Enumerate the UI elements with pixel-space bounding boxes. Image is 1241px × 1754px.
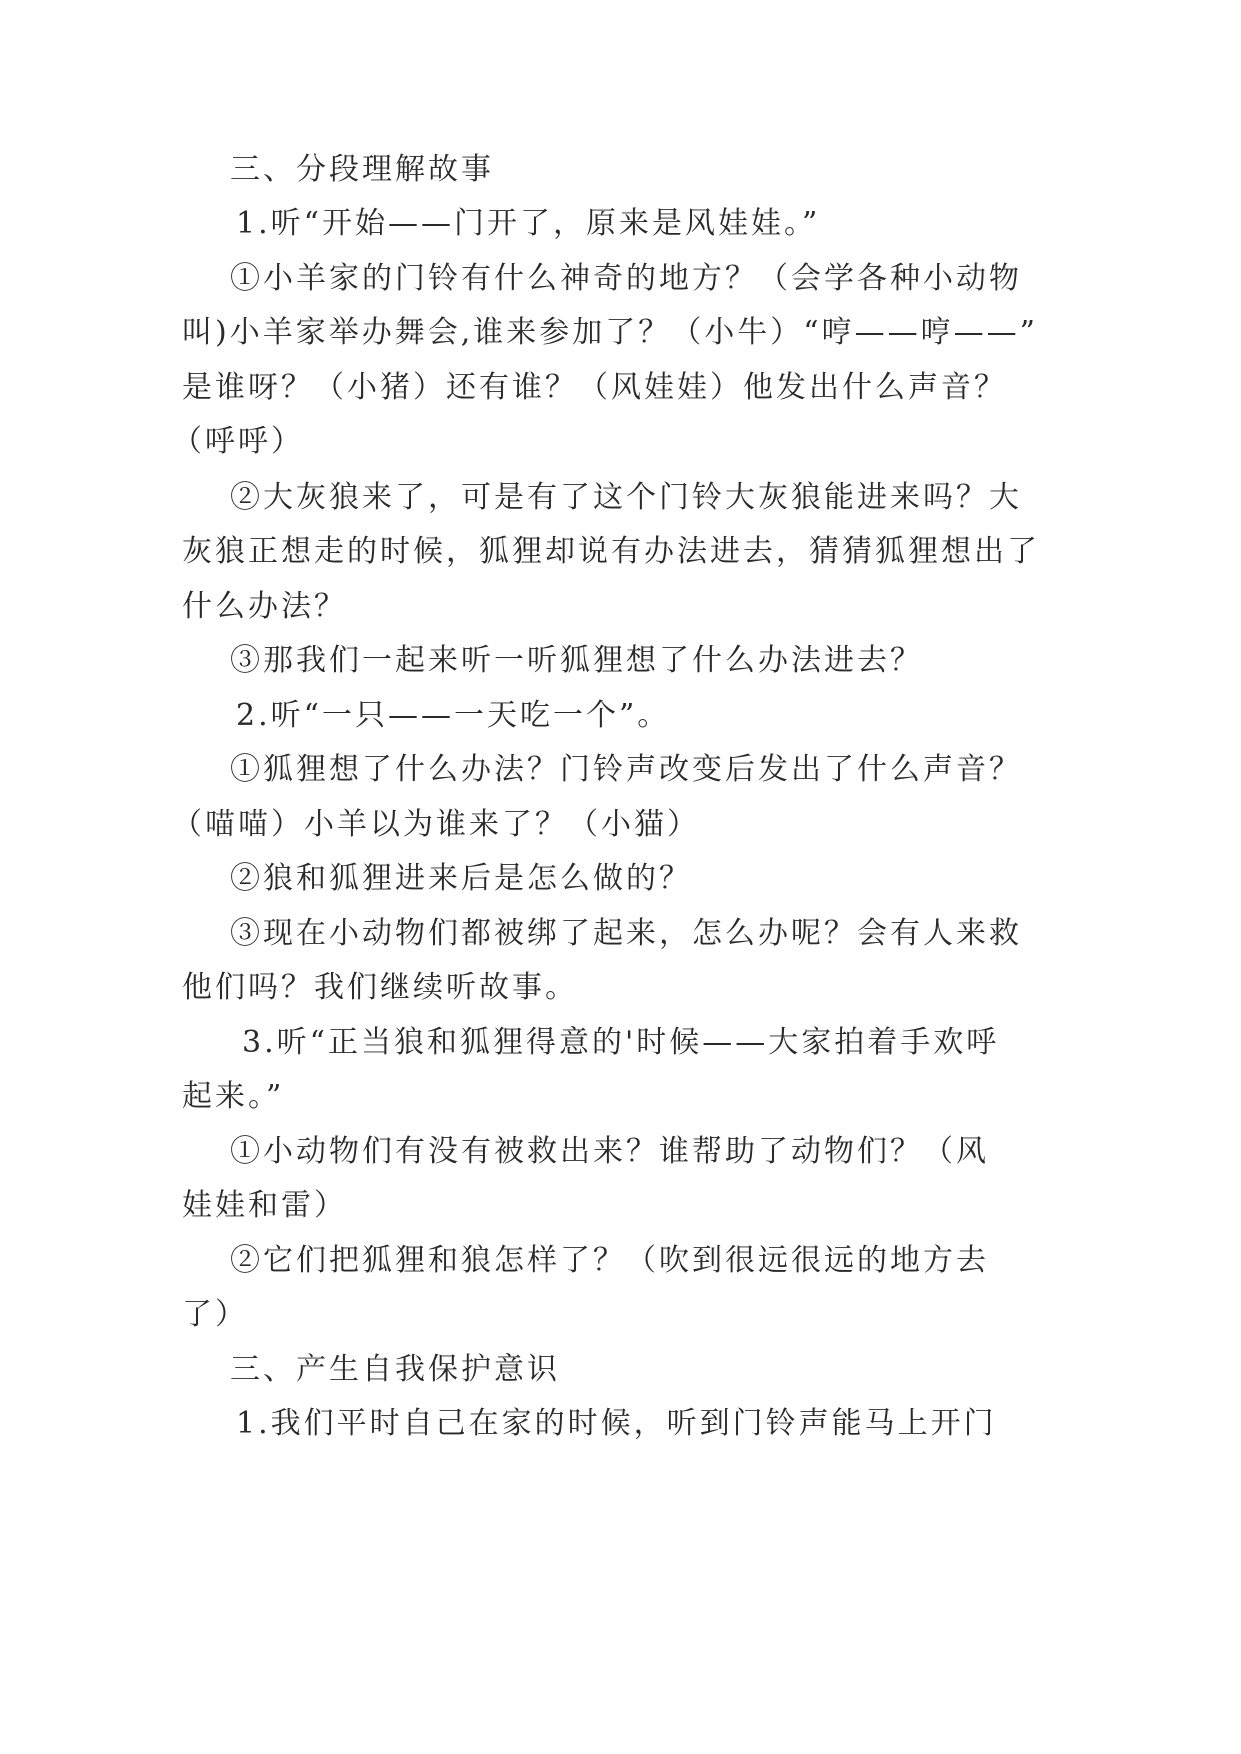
paragraph-line: ②它们把狐狸和狼怎样了？（吹到很远很远的地方去 (230, 1243, 989, 1278)
paragraph-line: ①小羊家的门铃有什么神奇的地方？（会学各种小动物 (230, 261, 1022, 296)
paragraph-line: 叫)小羊家举办舞会,谁来参加了？（小牛）“哼——哼——” (182, 315, 1038, 350)
paragraph-line: 了） (182, 1297, 248, 1332)
step-3-heading: 3.听“正当狼和狐狸得意的'时候——大家拍着手欢呼 (242, 1025, 1000, 1060)
paragraph-line: 灰狼正想走的时候，狐狸却说有办法进去，猜猜狐狸想出了 (182, 534, 1040, 569)
paragraph-line: 是谁呀？（小猪）还有谁？（风娃娃）他发出什么声音？ (182, 370, 1007, 405)
paragraph-line: ②大灰狼来了，可是有了这个门铃大灰狼能进来吗？大 (230, 480, 1022, 515)
step-1-heading: 1.我们平时自己在家的时候，听到门铃声能马上开门 (236, 1406, 997, 1441)
paragraph-line: 娃娃和雷） (182, 1188, 347, 1223)
paragraph-line: 他们吗？我们继续听故事。 (182, 970, 578, 1005)
paragraph-line: 什么办法？ (182, 589, 347, 624)
paragraph-line: （喵喵）小羊以为谁来了？（小猫） (172, 807, 700, 842)
paragraph-line: 起来。” (182, 1079, 285, 1114)
paragraph-line: ①狐狸想了什么办法？门铃声改变后发出了什么声音？ (230, 752, 1022, 787)
section-heading-understand-story: 三、分段理解故事 (230, 152, 494, 187)
section-heading-self-protection: 三、产生自我保护意识 (230, 1352, 560, 1387)
paragraph-line: ②狼和狐狸进来后是怎么做的？ (230, 861, 692, 896)
step-1-heading: 1.听“开始——门开了，原来是风娃娃。” (236, 206, 821, 241)
paragraph-line: ①小动物们有没有被救出来？谁帮助了动物们？（风 (230, 1134, 989, 1169)
step-2-heading: 2.听“一只——一天吃一个”。 (236, 698, 671, 733)
paragraph-line: （呼呼） (172, 424, 304, 459)
paragraph-line: ③那我们一起来听一听狐狸想了什么办法进去？ (230, 643, 923, 678)
paragraph-line: ③现在小动物们都被绑了起来，怎么办呢？会有人来救 (230, 916, 1022, 951)
